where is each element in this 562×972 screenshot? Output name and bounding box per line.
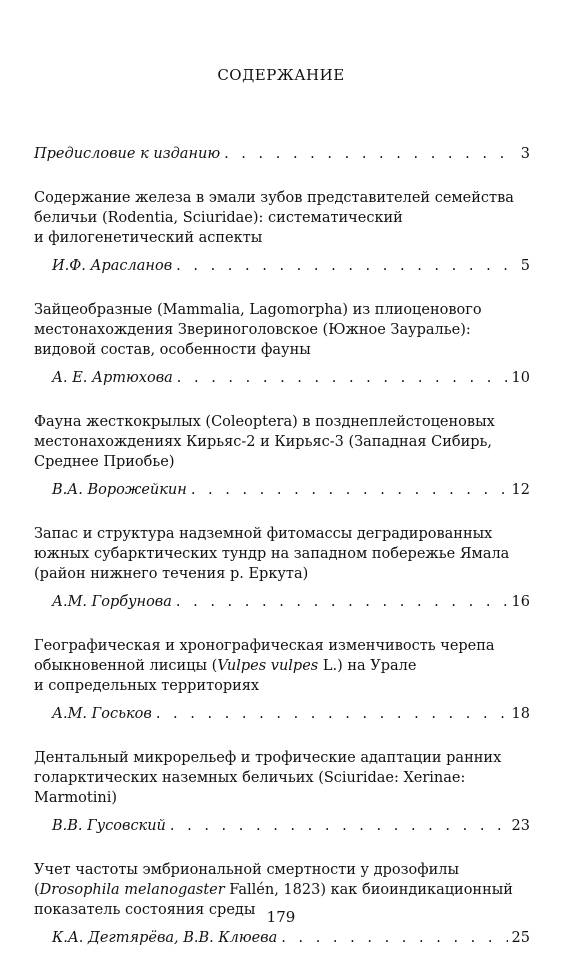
dot-leader bbox=[176, 256, 517, 276]
entry-authors: А.М. Горбунова bbox=[52, 594, 172, 610]
dot-leader bbox=[191, 480, 508, 500]
species-name: Drosophila melanogaster bbox=[39, 882, 225, 898]
entry-title: Географическая и хронографическая изменчивость черепа обыкновенной лисицы (Vulpes vulpes L.) на Урале и сопредельных территориях bbox=[34, 638, 495, 694]
entry-page-number: 5 bbox=[520, 258, 530, 274]
toc-entry[interactable] bbox=[34, 524, 530, 612]
species-name: Vulpes vulpes bbox=[217, 658, 319, 674]
entry-author-line bbox=[34, 592, 530, 612]
page-number: 179 bbox=[266, 908, 296, 926]
entry-author-line bbox=[34, 480, 530, 500]
entry-author-line bbox=[34, 368, 530, 388]
toc-entry[interactable] bbox=[34, 412, 530, 500]
toc-entry[interactable] bbox=[34, 748, 530, 836]
table-of-contents bbox=[34, 144, 530, 972]
entry-title: Зайцеобразные (Mammalia, Lagomorpha) из плиоценового местонахождения Звериноголовское (Южное Зауралье): видовой состав, особенности фауны bbox=[34, 302, 482, 358]
entry-authors: А.М. Госьков bbox=[52, 706, 152, 722]
entry-authors: В.В. Гусовский bbox=[52, 818, 166, 834]
toc-entry[interactable] bbox=[34, 300, 530, 388]
toc-preface-line[interactable] bbox=[34, 144, 530, 164]
entry-page-number: 25 bbox=[511, 930, 530, 946]
toc-entry[interactable] bbox=[34, 860, 530, 948]
dot-leader bbox=[156, 704, 508, 724]
dot-leader bbox=[224, 144, 517, 164]
entry-page-number: 12 bbox=[511, 482, 530, 498]
entry-author-line bbox=[34, 704, 530, 724]
entry-author-line bbox=[34, 816, 530, 836]
entry-page-number: 10 bbox=[511, 370, 530, 386]
entry-title: Запас и структура надземной фитомассы деградированных южных субарктических тундр на западном побережье Ямала (район нижнего течения р. Еркута) bbox=[34, 526, 510, 582]
toc-entry[interactable] bbox=[34, 636, 530, 724]
entry-page-number: 16 bbox=[511, 594, 530, 610]
entry-authors: А. Е. Артюхова bbox=[52, 370, 173, 386]
entry-authors: К.А. Дегтярёва, В.В. Клюева bbox=[52, 930, 278, 946]
preface-page-number: 3 bbox=[520, 146, 530, 162]
entry-page-number: 23 bbox=[511, 818, 530, 834]
entry-page-number: 18 bbox=[511, 706, 530, 722]
toc-entry[interactable] bbox=[34, 188, 530, 276]
entry-title: Фауна жесткокрылых (Coleoptera) в позднеплейстоценовых местонахождениях Кирьяс-2 и Кирьяс-3 (Западная Сибирь, Среднее Приобье) bbox=[34, 414, 495, 470]
contents-heading: СОДЕРЖАНИЕ bbox=[217, 66, 345, 84]
entry-title: Дентальный микрорельеф и трофические адаптации ранних голарктических наземных беличьих (Sciuridae: Xerinae: Marmotini) bbox=[34, 750, 502, 806]
dot-leader bbox=[281, 928, 507, 948]
dot-leader bbox=[176, 592, 508, 612]
entry-authors: В.А. Ворожейкин bbox=[52, 482, 187, 498]
entry-authors: И.Ф. Арасланов bbox=[52, 258, 173, 274]
entry-title: Учет частоты эмбриональной смертности у дрозофилы (Drosophila melanogaster Fallén, 1823) как биоиндикационный показатель состояния среды bbox=[34, 862, 513, 918]
preface-label: Предисловие к изданию bbox=[34, 146, 221, 162]
dot-leader bbox=[177, 368, 508, 388]
entry-title: Содержание железа в эмали зубов представителей семейства беличьи (Rodentia, Sciuridae): систематический и филогенетический аспекты bbox=[34, 190, 514, 246]
dot-leader bbox=[170, 816, 508, 836]
entry-author-line bbox=[34, 928, 530, 948]
entry-author-line bbox=[34, 256, 530, 276]
